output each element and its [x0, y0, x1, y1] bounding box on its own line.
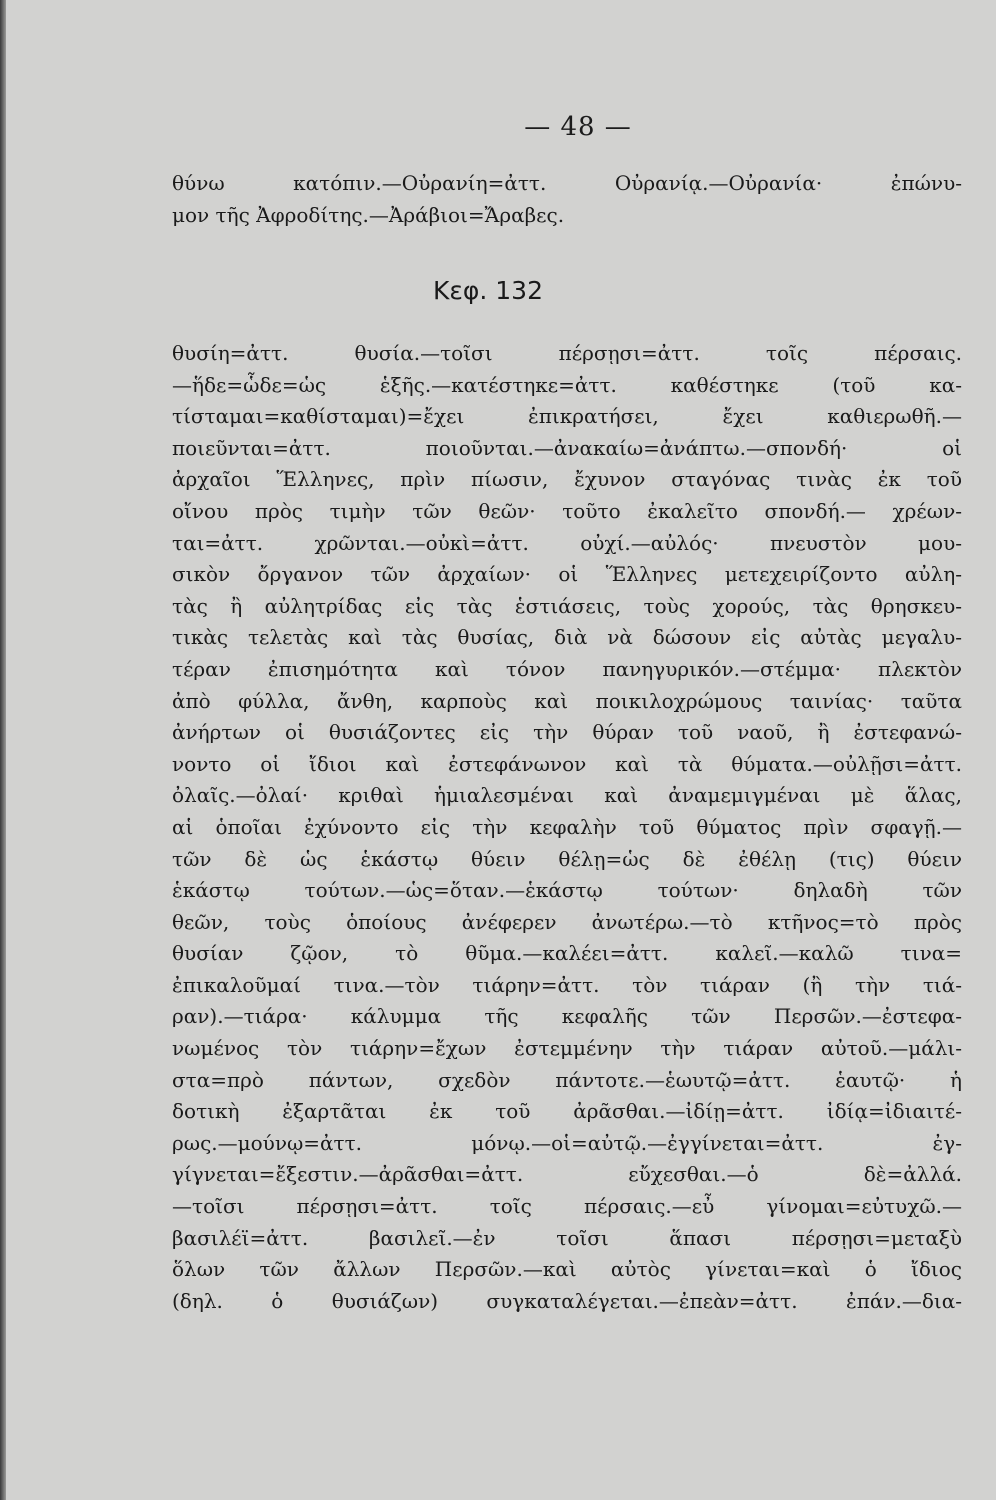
commentary-line: (δηλ. ὁ θυσιάζων) συγκαταλέγεται.—ἐπεὰν=ἀττ. ἐπάν.—δια- — [172, 1288, 962, 1313]
commentary-line: νωμένος τὸν τιάρην=ἔχων ἐστεμμένην τὴν τιάραν αὐτοῦ.—μάλι- — [172, 1036, 962, 1061]
commentary-line: στα=πρὸ πάντων, σχεδὸν πάντοτε.—ἑωυτῷ=ἀττ. ἑαυτῷ· ἡ — [172, 1067, 962, 1092]
commentary-line: ἀρχαῖοι Ἕλληνες, πρὶν πίωσιν, ἔχυνον σταγόνας τινὰς ἐκ τοῦ — [172, 467, 962, 492]
commentary-line: —ἥδε=ὧδε=ὡς ἑξῆς.—κατέστηκε=ἀττ. καθέστηκε (τοῦ κα- — [172, 372, 962, 397]
commentary-line: θεῶν, τοὺς ὁποίους ἀνέφερεν ἀνωτέρω.—τὸ κτῆνος=τὸ πρὸς — [172, 909, 962, 934]
commentary-line: τέραν ἐπισημότητα καὶ τόνον πανηγυρικόν.—στέμμα· πλεκτὸν — [172, 656, 962, 681]
commentary-line: ἀπὸ φύλλα, ἄνθη, καρποὺς καὶ ποικιλοχρώμους ταινίας· ταῦτα — [172, 688, 962, 713]
commentary-line: ὅλων τῶν ἄλλων Περσῶν.—καὶ αὐτὸς γίνεται=καὶ ὁ ἴδιος — [172, 1257, 962, 1282]
chapter-heading: Κεφ. 132 — [432, 276, 543, 305]
commentary-line: θυσίη=ἀττ. θυσία.—τοῖσι πέρσῃσι=ἀττ. τοῖς πέρσαις. — [172, 341, 962, 365]
commentary-line: ἐπικαλοῦμαί τινα.—τὸν τιάρην=ἀττ. τὸν τιάραν (ἢ τὴν τιά- — [172, 972, 962, 997]
commentary-line: θυσίαν ζῷον, τὸ θῦμα.—καλέει=ἀττ. καλεῖ.—καλῶ τινα= — [172, 941, 962, 966]
commentary-line: δοτικὴ ἐξαρτᾶται ἐκ τοῦ ἀρᾶσθαι.—ἰδίῃ=ἀττ. ἰδίᾳ=ἰδιαιτέ- — [172, 1099, 962, 1124]
commentary-line: νοντο οἱ ἴδιοι καὶ ἐστεφάνωνον καὶ τὰ θύματα.—οὐλῇσι=ἀττ. — [172, 751, 962, 776]
commentary-line: τὰς ἢ αὐλητρίδας εἰς τὰς ἑστιάσεις, τοὺς χορούς, τὰς θρησκευ- — [172, 593, 962, 618]
commentary-line: ται=ἀττ. χρῶνται.—οὐκὶ=ἀττ. οὐχί.—αὐλός· πνευστὸν μου- — [172, 530, 962, 555]
commentary-line: γίγνεται=ἔξεστιν.—ἀρᾶσθαι=ἀττ. εὔχεσθαι.—ὁ δὲ=ἀλλά. — [172, 1162, 962, 1187]
commentary-line: ποιεῦνται=ἀττ. ποιοῦνται.—ἀνακαίω=ἀνάπτω.—σπονδή· οἱ — [172, 435, 962, 460]
commentary-line: ἀνήρτων οἱ θυσιάζοντες εἰς τὴν θύραν τοῦ ναοῦ, ἢ ἐστεφανώ- — [172, 720, 962, 745]
commentary-line: ρως.—μούνῳ=ἀττ. μόνῳ.—οἱ=αὐτῷ.—ἐγγίνεται=ἀττ. ἐγ- — [172, 1130, 962, 1155]
intro-line: μον τῆς Ἀφροδίτης.—Ἀράβιοι=Ἄραβες. — [172, 202, 565, 227]
intro-text — [172, 168, 962, 232]
page-edge-shadow — [0, 0, 6, 1500]
intro-line: θύνω κατόπιν.—Οὐρανίη=ἀττ. Οὐρανίᾳ.—Οὐρανία· ἐπώνυ- — [172, 171, 962, 195]
commentary-line: βασιλέϊ=ἀττ. βασιλεῖ.—ἐν τοῖσι ἅπασι πέρσῃσι=μεταξὺ — [172, 1225, 962, 1250]
commentary-line: αἱ ὁποῖαι ἐχύνοντο εἰς τὴν κεφαλὴν τοῦ θύματος πρὶν σφαγῇ.— — [172, 814, 962, 839]
commentary-line: σικὸν ὄργανον τῶν ἀρχαίων· οἱ Ἕλληνες μετεχειρίζοντο αὐλη- — [172, 562, 962, 587]
commentary-line: οἴνου πρὸς τιμὴν τῶν θεῶν· τοῦτο ἐκαλεῖτο σπονδή.— χρέων- — [172, 498, 962, 523]
commentary-line: —τοῖσι πέρσῃσι=ἀττ. τοῖς πέρσαις.—εὖ γίνομαι=εὐτυχῶ.— — [172, 1194, 962, 1219]
commentary-line: ὀλαῖς.—ὀλαί· κριθαὶ ἡμιαλεσμέναι καὶ ἀναμεμιγμέναι μὲ ἅλας, — [172, 783, 962, 808]
commentary-line: τίσταμαι=καθίσταμαι)=ἔχει ἐπικρατήσει, ἔχει καθιερωθῆ.— — [172, 404, 962, 429]
commentary-line: ἑκάστῳ τούτων.—ὡς=ὅταν.—ἑκάστῳ τούτων· δηλαδὴ τῶν — [172, 878, 962, 903]
commentary-text — [172, 338, 962, 1317]
commentary-line: ραν).—τιάρα· κάλυμμα τῆς κεφαλῆς τῶν Περσῶν.—ἐστεφα- — [172, 1004, 962, 1029]
commentary-line: τικὰς τελετὰς καὶ τὰς θυσίας, διὰ νὰ δώσουν εἰς αὐτὰς μεγαλυ- — [172, 625, 962, 650]
commentary-line: τῶν δὲ ὡς ἑκάστῳ θύειν θέλῃ=ὡς δὲ ἐθέλῃ (τις) θύειν — [172, 846, 962, 871]
page-number: — 48 — — [524, 112, 632, 142]
